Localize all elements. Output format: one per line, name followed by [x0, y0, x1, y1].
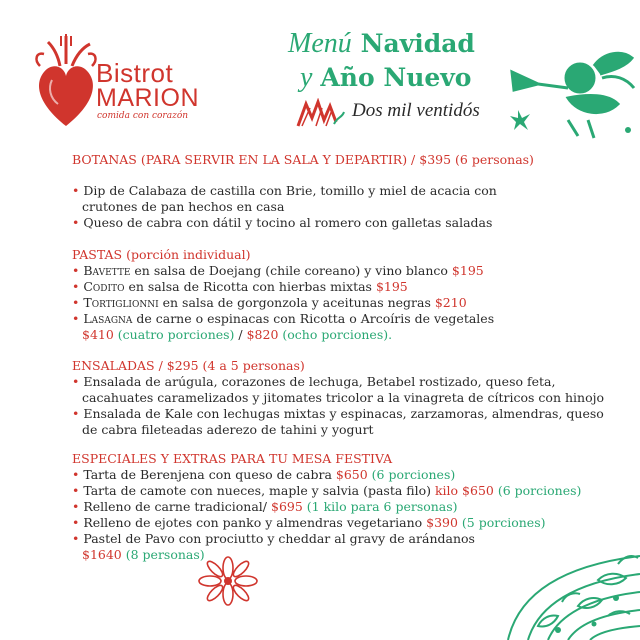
pasta-desc-bavette: en salsa de Doejang (chile coreano) y vino blanco	[130, 263, 452, 278]
ensalada1-line2: cacahuates caramelizados y jitomates tricolor a la vinagreta de cítricos con hinojo	[82, 390, 605, 405]
section-heading-ensaladas: ENSALADAS / $295 (4 a 5 personas)	[72, 358, 305, 373]
bullet-icon: •	[72, 467, 80, 482]
bullet-icon: •	[72, 515, 80, 530]
pasta-desc-tortiglionni: en salsa de gorgonzola y aceitunas negras	[158, 295, 435, 310]
section-heading-especiales: ESPECIALES Y EXTRAS PARA TU MESA FESTIVA	[72, 451, 393, 466]
angel-trumpet-icon	[508, 44, 638, 144]
especial1-text: Tarta de Berenjena con queso de cabra	[83, 467, 336, 482]
botanas-item1-line2: crutones de pan hechos en casa	[82, 199, 285, 214]
pasta-desc-codito: en salsa de Ricotta con hierbas mixtas	[124, 279, 376, 294]
pasta-name-tortiglionni: Tortiglionni	[83, 295, 159, 310]
list-item	[72, 374, 555, 390]
especial4-price: $390	[426, 515, 458, 530]
especial5-portion: (8 personas)	[121, 547, 205, 562]
especial5-price: $1640	[82, 547, 122, 562]
bullet-icon: •	[72, 279, 80, 294]
lasagna-prices-line	[82, 327, 392, 343]
menu-title-line1	[288, 26, 475, 60]
especial3-text: Relleno de carne tradicional/	[83, 499, 271, 514]
lasagna-portion-2: (ocho porciones).	[278, 327, 393, 342]
list-item	[72, 499, 458, 515]
lasagna-portion-1: (cuatro porciones)	[113, 327, 235, 342]
pasta-desc-lasagna: de carne o espinacas con Ricotta o Arcoíris de vegetales	[132, 311, 495, 326]
list-item	[72, 515, 546, 531]
botanas-item2: Queso de cabra con dátil y tocino al romero con galletas saladas	[83, 215, 493, 230]
especial1-price: $650	[335, 467, 368, 482]
botanas-price: / $395 (6 personas)	[407, 152, 534, 167]
bullet-icon: •	[72, 295, 80, 310]
title-word-menu: Menú	[288, 28, 352, 59]
especial5-price-line	[82, 547, 205, 563]
list-item	[72, 215, 492, 231]
section-heading-botanas	[72, 152, 534, 168]
especial2-price: kilo $650	[434, 483, 494, 498]
bullet-icon: •	[72, 531, 80, 546]
list-item	[72, 467, 455, 483]
bullet-icon: •	[72, 215, 80, 230]
pasta-price-bavette: $195	[451, 263, 484, 278]
especial4-portion: (5 porciones)	[457, 515, 546, 530]
logo-tagline: comida con corazón	[97, 111, 189, 121]
bullet-icon: •	[72, 183, 80, 198]
bullet-icon: •	[72, 406, 80, 421]
list-item	[72, 406, 604, 422]
pasta-name-codito: Codito	[83, 279, 125, 294]
title-word-y: y	[300, 62, 313, 93]
list-item	[72, 279, 408, 295]
logo-name-line2: MARION	[96, 84, 199, 112]
pasta-name-bavette: Bavette	[83, 263, 131, 278]
lasagna-price-1: $410	[82, 327, 114, 342]
list-item	[72, 263, 484, 279]
lasagna-separator: /	[234, 327, 247, 342]
menu-title-line2	[300, 62, 471, 94]
list-item	[72, 311, 494, 327]
especial3-price: $695	[271, 499, 303, 514]
ensalada1-line1: Ensalada de arúgula, corazones de lechuga, Betabel rostizado, queso feta,	[83, 374, 556, 389]
botanas-heading-text: BOTANAS (PARA SERVIR EN LA SALA Y DEPARTIR)	[72, 152, 408, 167]
menu-subtitle: Dos mil ventidós	[352, 100, 480, 121]
pasta-name-lasagna: Lasagna	[83, 311, 133, 326]
logo-name-line1: Bistrot	[96, 58, 174, 88]
bullet-icon: •	[72, 374, 80, 389]
botanas-item1-line1: Dip de Calabaza de castilla con Brie, tomillo y miel de acacia con	[83, 183, 497, 198]
especial3-portion: (1 kilo para 6 personas)	[302, 499, 458, 514]
lasagna-price-2: $820	[246, 327, 279, 342]
ensalada2-line2: de cabra fileteadas aderezo de tahini y yogurt	[82, 422, 374, 437]
papel-picado-ornament	[498, 506, 640, 640]
title-word-navidad: Navidad	[360, 29, 475, 58]
especial1-portion: (6 porciones)	[367, 467, 456, 482]
ensalada2-line1: Ensalada de Kale con lechugas mixtas y espinacas, zarzamoras, almendras, queso	[83, 406, 604, 421]
nopal-ornament-icon	[296, 98, 346, 128]
list-item	[72, 295, 467, 311]
bullet-icon: •	[72, 483, 80, 498]
list-item	[72, 531, 475, 547]
especial4-text: Relleno de ejotes con panko y almendras vegetariano	[83, 515, 427, 530]
title-words-ano-nuevo: Año Nuevo	[320, 63, 472, 92]
list-item	[72, 483, 581, 499]
especial5-line1: Pastel de Pavo con prociutto y cheddar al gravy de arándanos	[83, 531, 475, 546]
star-anise-icon	[196, 556, 260, 606]
heart-logo-icon	[30, 30, 102, 130]
especial2-portion: (6 porciones)	[493, 483, 582, 498]
bullet-icon: •	[72, 311, 80, 326]
bullet-icon: •	[72, 263, 80, 278]
pasta-price-tortiglionni: $210	[434, 295, 467, 310]
list-item	[72, 183, 497, 199]
bullet-icon: •	[72, 499, 80, 514]
especial2-text: Tarta de camote con nueces, maple y salvia (pasta filo)	[83, 483, 435, 498]
pasta-price-codito: $195	[375, 279, 408, 294]
section-heading-pastas: PASTAS (porción individual)	[72, 247, 251, 262]
